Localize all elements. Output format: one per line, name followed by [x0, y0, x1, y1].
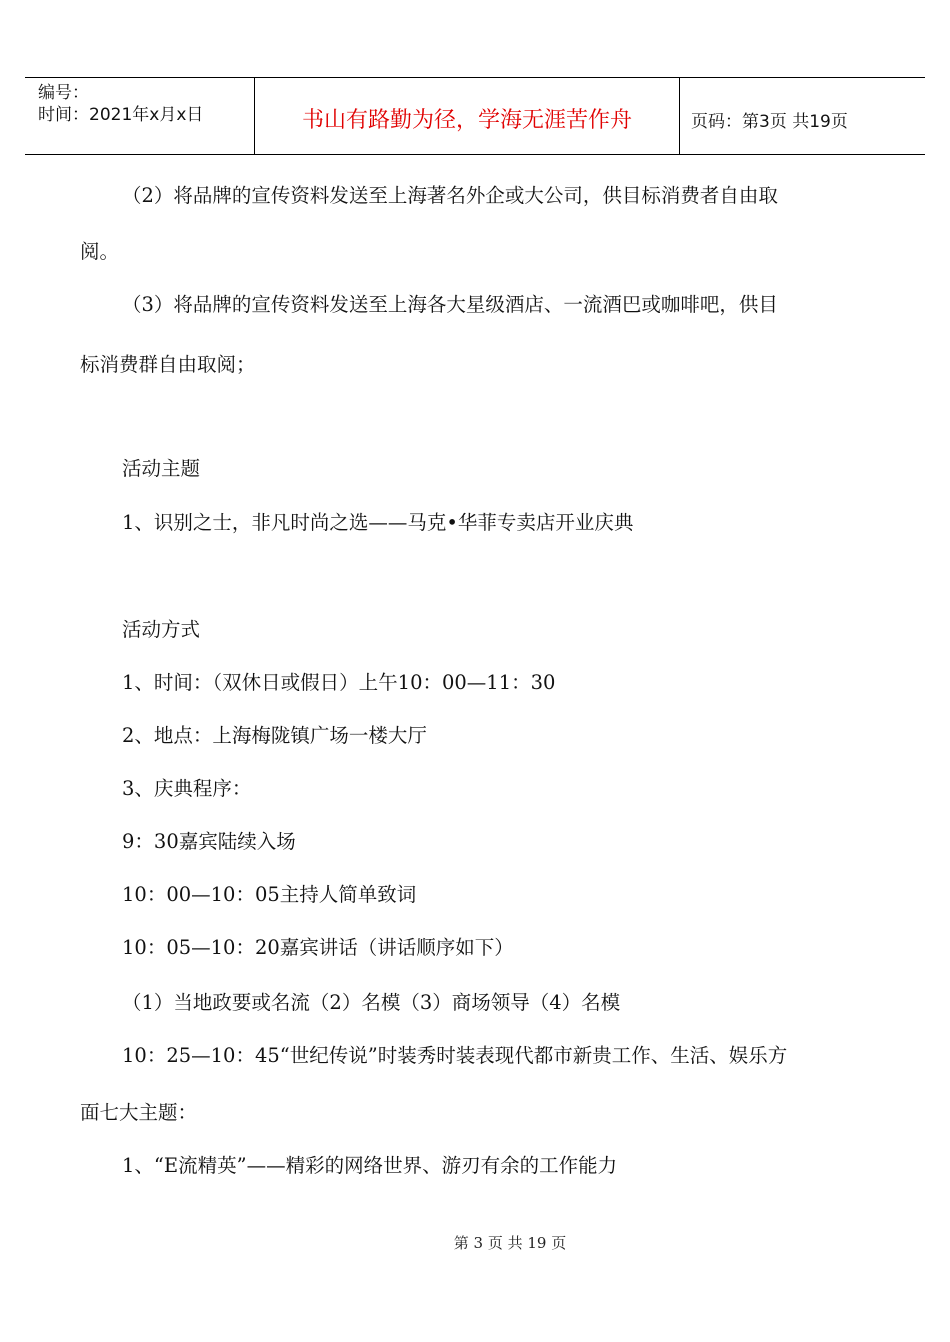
body-paragraph-line: 3、庆典程序： — [122, 777, 252, 800]
header-divider — [679, 78, 680, 155]
body-paragraph-line: 10：05—10：20嘉宾讲话（讲话顺序如下） — [122, 936, 514, 959]
body-paragraph-line: 面七大主题： — [80, 1101, 198, 1124]
body-paragraph-line: （3）将品牌的宣传资料发送至上海各大星级酒店、一流酒巴或咖啡吧，供目 — [122, 293, 778, 316]
header-page-info: 页码：第3页 共19页 — [691, 112, 848, 132]
body-paragraph-line: 9：30嘉宾陆续入场 — [122, 830, 296, 853]
section-heading-method: 活动方式 — [122, 618, 201, 641]
page-footer: 第 3 页 共 19 页 — [453, 1234, 567, 1252]
body-paragraph-line: 阅。 — [80, 240, 120, 263]
body-paragraph-line: 2、地点：上海梅陇镇广场一楼大厅 — [122, 724, 427, 747]
document-number-label: 编号： — [38, 83, 89, 103]
body-paragraph-line: 10：00—10：05主持人简单致词 — [122, 883, 417, 906]
page-header — [25, 77, 925, 155]
body-paragraph-line: 1、“E流精英”——精彩的网络世界、游刃有余的工作能力 — [122, 1154, 618, 1177]
body-paragraph-line: （2）将品牌的宣传资料发送至上海著名外企或大公司，供目标消费者自由取 — [122, 184, 778, 207]
section-heading-theme: 活动主题 — [122, 457, 201, 480]
body-paragraph-line: 标消费群自由取阅； — [80, 353, 256, 376]
body-paragraph-line: 1、时间：（双休日或假日）上午10：00—11：30 — [122, 671, 556, 694]
header-motto: 书山有路勤为径，学海无涯苦作舟 — [301, 108, 632, 133]
document-time-label: 时间：2021年x月x日 — [38, 105, 204, 125]
body-paragraph-line: （1）当地政要或名流（2）名模（3）商场领导（4）名模 — [122, 991, 621, 1014]
body-paragraph-line: 10：25—10：45“世纪传说”时装秀时装表现代都市新贵工作、生活、娱乐方 — [122, 1044, 788, 1067]
header-meta — [38, 82, 203, 126]
body-paragraph-line: 1、识别之士，非凡时尚之选——马克•华菲专卖店开业庆典 — [122, 511, 634, 534]
